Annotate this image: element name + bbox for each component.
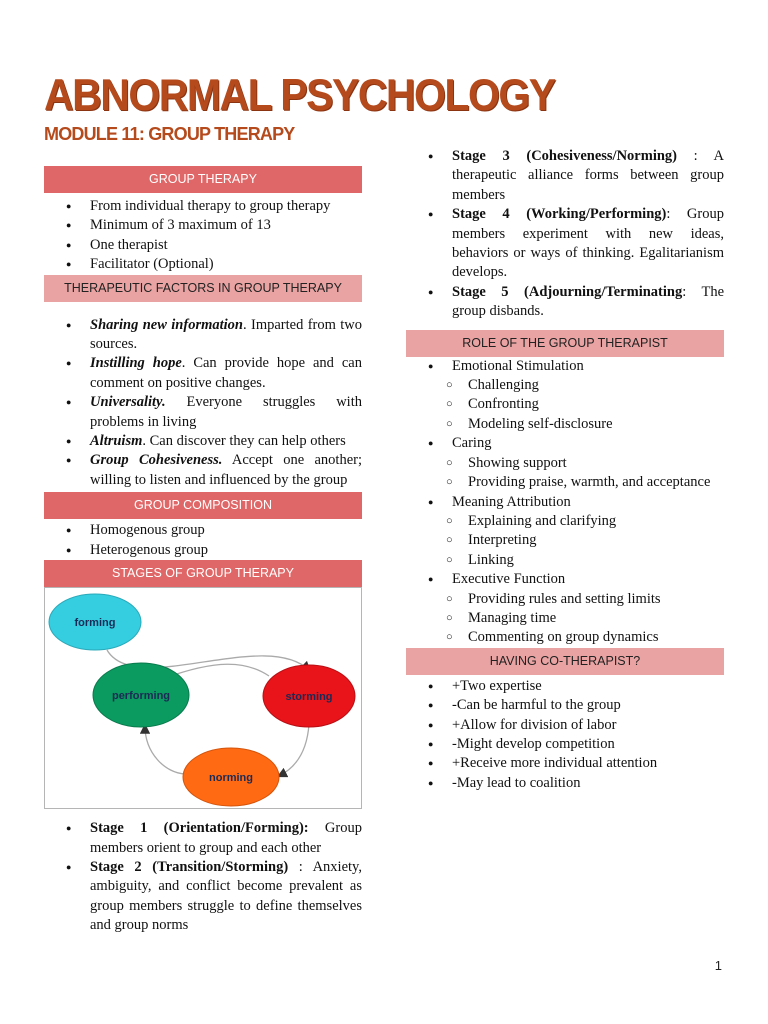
stage-desc: Group members orient to group and each other <box>90 820 362 856</box>
stage-term: Stage 5 (Adjourning/Terminating <box>452 283 683 300</box>
list-item: ● Meaning Attribution <box>406 493 724 512</box>
list-item: ● Homogenous group <box>44 521 362 540</box>
list-item: ● One therapist <box>44 236 362 255</box>
factor-desc: Accept one another; willing to listen and influenced by the group <box>90 452 363 488</box>
factor-term: Group Cohesiveness. <box>90 452 223 469</box>
role-sublist <box>406 512 724 570</box>
page-number: 1 <box>714 958 722 973</box>
stage-desc: : Anxiety, ambiguity, and conflict become prevalent as group members struggle to define themselves and group norms <box>90 858 362 934</box>
stages-diagram-svg <box>45 588 361 808</box>
role-list <box>406 434 724 453</box>
stage-term: Stage 1 (Orientation/Forming): <box>90 820 309 837</box>
sub-list-item: ○ Explaining and clarifying <box>406 512 724 531</box>
section-header-cotherapist: HAVING CO-THERAPIST? <box>406 648 724 675</box>
list-item <box>44 858 362 936</box>
stage-desc: : Group members experiment with new ideas, behaviors or ways of thinking. Egalitarianism develops. <box>452 206 724 281</box>
role-list <box>406 493 724 512</box>
role-list <box>406 570 724 589</box>
sub-list-item: ○ Interpreting <box>406 531 724 550</box>
role-sublist <box>406 590 724 648</box>
therapeutic-factors-list <box>44 316 362 491</box>
factor-desc: . Can discover they can help others <box>142 433 346 450</box>
list-item <box>44 354 362 393</box>
node-forming-label: forming <box>74 617 116 630</box>
list-item: ● Executive Function <box>406 570 724 589</box>
stages-list-left <box>44 819 362 935</box>
list-item: ● Heterogenous group <box>44 541 362 560</box>
arrow-storming-to-norming <box>279 724 309 776</box>
section-header-group-therapy: GROUP THERAPY <box>44 166 362 193</box>
factor-term: Universality. <box>90 394 166 411</box>
list-item <box>406 147 724 205</box>
right-column <box>406 147 724 793</box>
factor-desc: . Imparted from two sources. <box>90 316 363 353</box>
stages-list-right <box>406 147 724 322</box>
group-composition-list <box>44 521 362 560</box>
cotherapist-list <box>406 677 724 793</box>
sub-list-item: ○ Modeling self-disclosure <box>406 415 724 434</box>
node-storming-label: storming <box>285 691 333 704</box>
arrow-norming-to-performing <box>145 726 185 774</box>
list-item: ● Caring <box>406 434 724 453</box>
factor-term: Sharing new information <box>90 316 243 333</box>
list-item: ● Minimum of 3 maximum of 13 <box>44 216 362 235</box>
role-sublist <box>406 454 724 493</box>
list-item: ● Facilitator (Optional) <box>44 255 362 274</box>
list-item <box>44 393 362 432</box>
left-column <box>44 166 362 936</box>
list-item: ● Emotional Stimulation <box>406 357 724 376</box>
sub-list-item: ○ Confronting <box>406 395 724 414</box>
list-item <box>44 316 362 355</box>
list-item: ● +Two expertise <box>406 677 724 696</box>
sub-list-item: ○ Providing praise, warmth, and acceptance <box>406 473 724 492</box>
list-item: ● +Allow for division of labor <box>406 716 724 735</box>
module-subtitle: MODULE 11: GROUP THERAPY <box>44 124 295 144</box>
stage-desc: : The group disbands. <box>452 283 725 320</box>
sub-list-item: ○ Challenging <box>406 376 724 395</box>
arrow-performing-to-storming <box>165 664 269 678</box>
factor-desc: . Can provide hope and can comment on positive changes. <box>90 355 362 391</box>
node-performing-label: performing <box>111 690 171 703</box>
list-item: ● From individual therapy to group therapy <box>44 197 362 216</box>
list-item <box>406 283 724 322</box>
list-item: ● -Might develop competition <box>406 735 724 754</box>
list-item: ● +Receive more individual attention <box>406 754 724 773</box>
section-header-role: ROLE OF THE GROUP THERAPIST <box>406 330 724 357</box>
stage-term: Stage 4 (Working/Performing) <box>452 206 667 223</box>
list-item: ● -Can be harmful to the group <box>406 696 724 715</box>
stage-term: Stage 2 (Transition/Storming) <box>90 858 289 875</box>
stage-term: Stage 3 (Cohesiveness/Norming) <box>452 148 677 164</box>
group-therapy-list <box>44 197 362 275</box>
sub-list-item: ○ Showing support <box>406 454 724 473</box>
section-header-stages: STAGES OF GROUP THERAPY <box>44 560 362 587</box>
factor-term: Altruism <box>90 433 143 450</box>
sub-list-item: ○ Providing rules and setting limits <box>406 590 724 609</box>
list-item <box>44 819 362 858</box>
section-header-group-composition: GROUP COMPOSITION <box>44 492 362 519</box>
sub-list-item: ○ Linking <box>406 551 724 570</box>
factor-term: Instilling hope <box>90 355 182 372</box>
role-sublist <box>406 376 724 434</box>
sub-list-item: ○ Commenting on group dynamics <box>406 628 724 647</box>
list-item <box>406 205 724 283</box>
node-norming-label: norming <box>209 772 253 785</box>
sub-list-item: ○ Managing time <box>406 609 724 628</box>
role-list <box>406 357 724 376</box>
list-item: ● -May lead to coalition <box>406 774 724 793</box>
section-header-therapeutic-factors: THERAPEUTIC FACTORS IN GROUP THERAPY <box>44 275 362 302</box>
list-item <box>44 432 362 451</box>
factor-desc: Everyone struggles with problems in living <box>90 394 362 430</box>
stage-desc: : A therapeutic alliance forms between group members <box>452 148 724 203</box>
document-title: ABNORMAL PSYCHOLOGY <box>44 70 555 120</box>
list-item <box>44 451 362 490</box>
stages-diagram <box>44 587 362 809</box>
